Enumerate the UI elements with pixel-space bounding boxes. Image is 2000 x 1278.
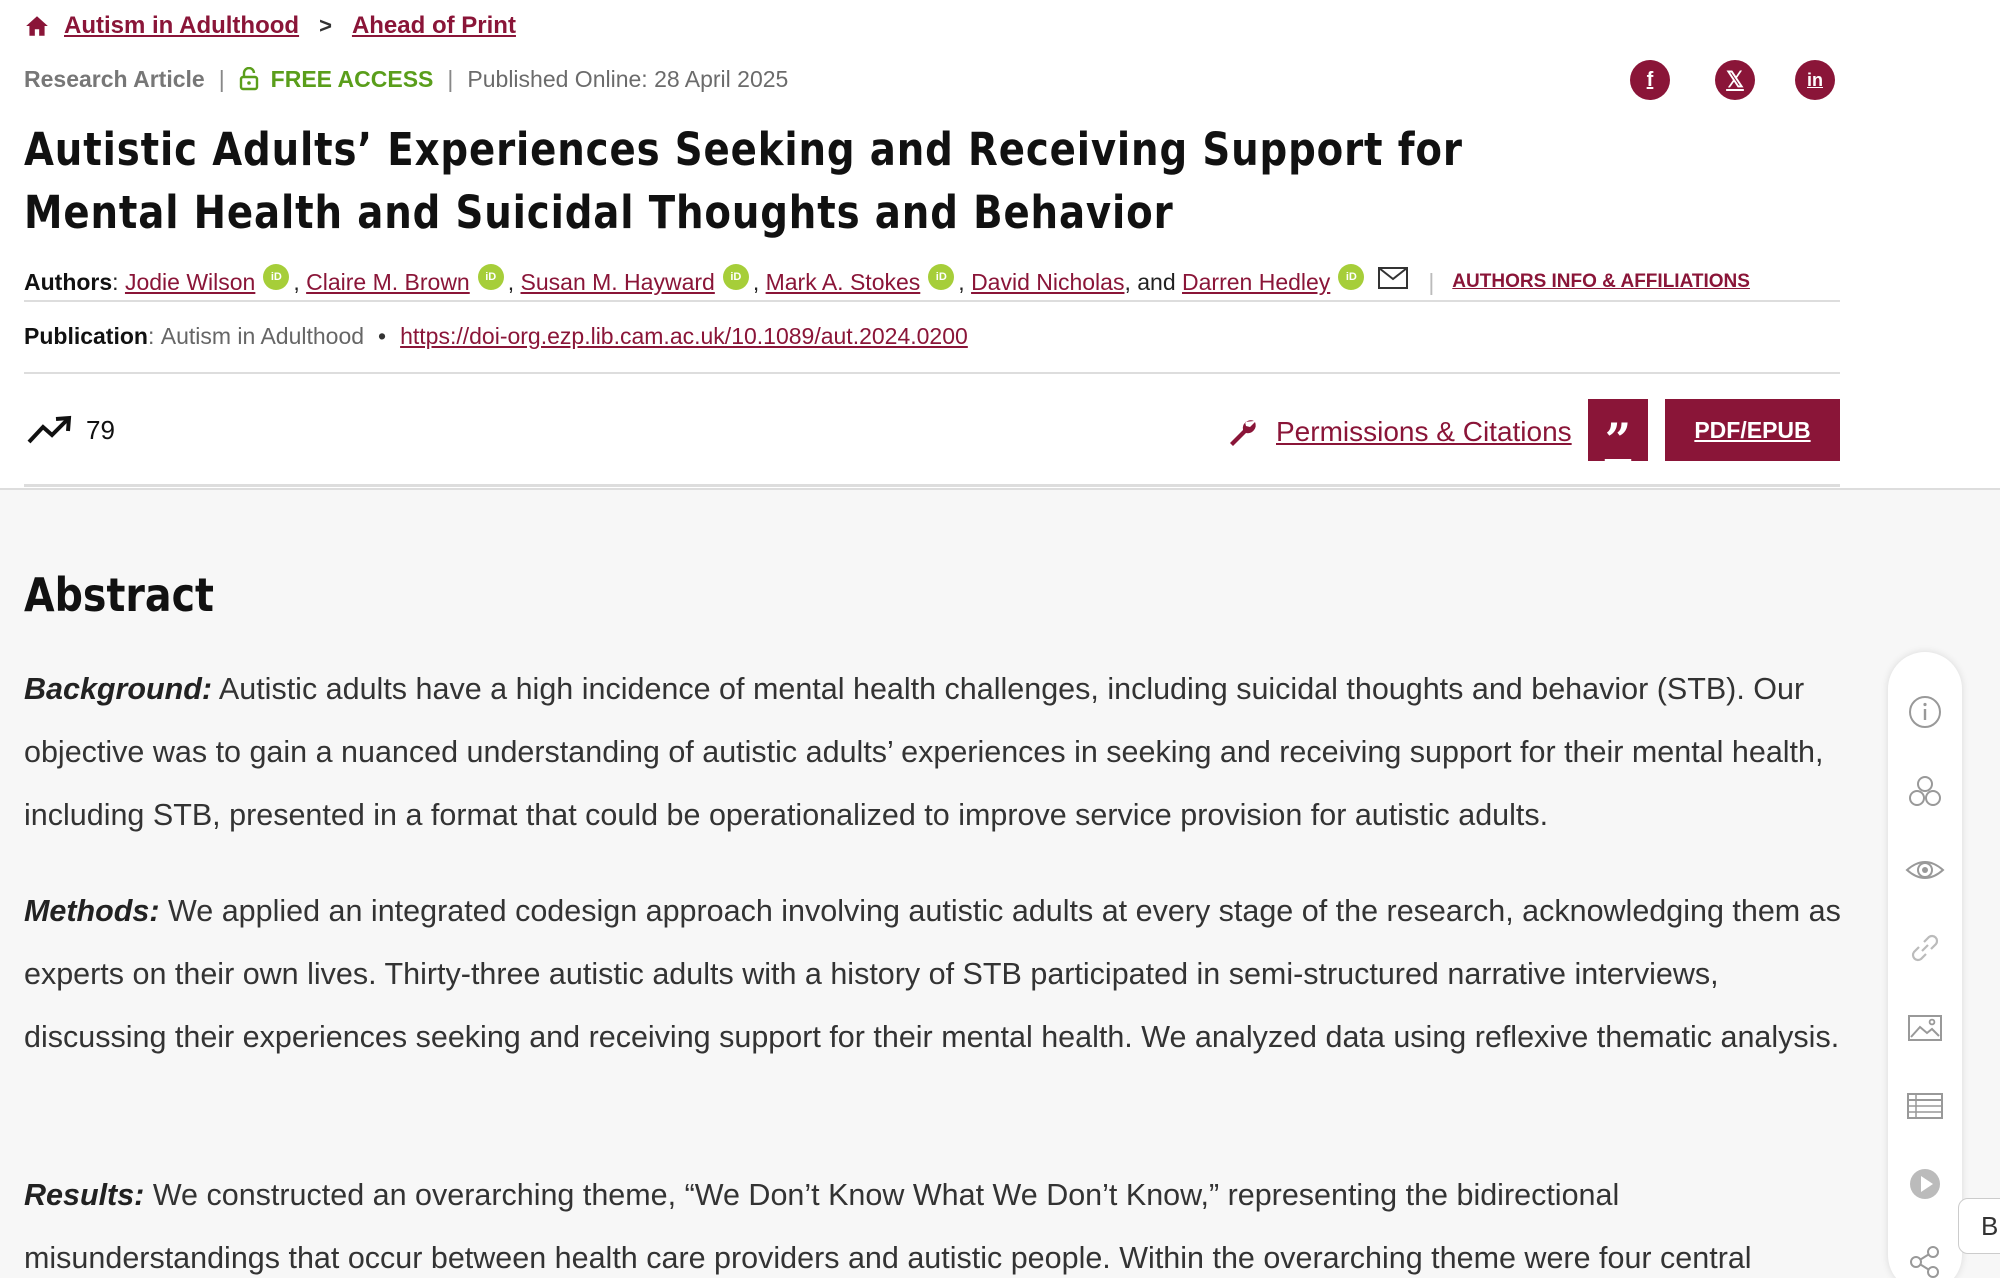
meta-divider: |: [447, 65, 454, 92]
breadcrumb: [24, 8, 516, 44]
side-panel-tab[interactable]: B: [1958, 1198, 2000, 1254]
link-icon: [1905, 928, 1945, 968]
article-type: Research Article: [24, 65, 205, 92]
orcid-icon[interactable]: iD: [263, 264, 289, 290]
permissions-citations-link[interactable]: Permissions & Citations: [1276, 416, 1572, 447]
divider: [24, 484, 1840, 487]
doi-link[interactable]: https://doi-org.ezp.lib.cam.ac.uk/10.1089/aut.2024.0200: [400, 322, 968, 349]
access-badge: FREE ACCESS: [270, 65, 434, 92]
article-meta: [24, 62, 788, 96]
home-icon[interactable]: [24, 13, 50, 39]
wrench-icon: [1226, 416, 1258, 448]
abstract-methods: [24, 880, 1854, 1069]
breadcrumb-journal-link[interactable]: Autism in Adulthood: [64, 12, 300, 39]
unlock-icon: [239, 67, 259, 91]
author-link[interactable]: Darren Hedley: [1182, 268, 1331, 295]
author-link[interactable]: Claire M. Brown: [306, 268, 470, 295]
metrics-value: 79: [86, 414, 115, 445]
abstract-heading: Abstract: [24, 568, 214, 622]
authors-affiliations-link[interactable]: AUTHORS INFO & AFFILIATIONS: [1452, 271, 1750, 292]
pdf-epub-button[interactable]: PDF/EPUB: [1665, 399, 1840, 461]
orcid-icon[interactable]: iD: [1338, 264, 1364, 290]
related-button[interactable]: [1905, 772, 1945, 812]
publication-line: Publication : Autism in Adulthood • https://doi-org.ezp.lib.cam.ac.uk/10.1089/aut.2024.0200: [24, 322, 968, 349]
link-button[interactable]: [1905, 928, 1945, 968]
results-text: We constructed an overarching theme, “We Don’t Know What We Don’t Know,” representing the bidirectional misunderstandings that occur between health care providers and autistic people. Within the overarching theme were four central: [24, 1178, 1752, 1275]
author-link[interactable]: Susan M. Hayward: [520, 268, 715, 295]
info-button[interactable]: [1905, 692, 1945, 732]
figures-button[interactable]: [1905, 1008, 1945, 1048]
author-link[interactable]: Mark A. Stokes: [765, 268, 921, 295]
mail-icon[interactable]: [1378, 267, 1408, 289]
authors-divider: |: [1428, 268, 1435, 295]
share-button[interactable]: [1905, 1242, 1945, 1278]
meta-divider: |: [218, 65, 225, 92]
publication-label: Publication: [24, 322, 148, 349]
orcid-icon[interactable]: iD: [723, 264, 749, 290]
publication-name: Autism in Adulthood: [160, 322, 365, 349]
metrics-count[interactable]: [26, 410, 115, 450]
abstract-results: [24, 1164, 1854, 1278]
published-date: Published Online: 28 April 2025: [467, 65, 789, 92]
image-icon: [1905, 1008, 1945, 1048]
media-button[interactable]: [1905, 1164, 1945, 1204]
abstract-background: [24, 658, 1854, 847]
methods-text: We applied an integrated codesign approach involving autistic adults at every stage of the research, acknowledging them as experts on their own lives. Thirty-three autistic adults with a history of STB participated in semi-structured narrative interviews, discussing their experiences seeking and receiving support for their mental health. We analyzed data using reflexive thematic analysis.: [24, 894, 1841, 1054]
x-share-button[interactable]: 𝕏: [1715, 60, 1755, 100]
cite-button[interactable]: ”: [1588, 399, 1648, 461]
linkedin-share-button[interactable]: in: [1795, 60, 1835, 100]
authors-line: Authors : Jodie Wilson iD , Claire M. Brown iD , Susan M. Hayward iD , Mark A. Stokes iD , David Nicholas , and Darren Hedley iD | AUTHORS INFO & AFFILIATIONS: [24, 262, 1840, 302]
bullet-separator: •: [378, 322, 387, 349]
trending-up-icon: [26, 414, 72, 446]
tables-button[interactable]: [1905, 1086, 1945, 1126]
author-link[interactable]: David Nicholas: [971, 268, 1125, 295]
divider: [24, 372, 1840, 374]
share-icon: [1905, 1242, 1945, 1278]
facebook-share-button[interactable]: f: [1630, 60, 1670, 100]
orcid-icon[interactable]: iD: [478, 264, 504, 290]
breadcrumb-section-link[interactable]: Ahead of Print: [351, 12, 516, 39]
orcid-icon[interactable]: iD: [928, 264, 954, 290]
play-icon: [1905, 1164, 1945, 1204]
eye-icon: [1905, 850, 1945, 890]
article-tools-toolbar: [1888, 652, 1962, 1278]
authors-label: Authors: [24, 268, 113, 295]
article-title: Autistic Adults’ Experiences Seeking and Receiving Support for Mental Health and Suicidal Thoughts and Behavior: [24, 123, 1463, 239]
related-icon: [1905, 772, 1945, 812]
background-text: Autistic adults have a high incidence of mental health challenges, including suicidal thoughts and behavior (STB). Our objective was to gain a nuanced understanding of autistic adults’ experiences in seeking and receiving support for their mental health, including STB, presented in a format that could be operationalized to improve service provision for autistic adults.: [24, 672, 1824, 832]
table-icon: [1905, 1086, 1945, 1126]
results-label: Results:: [24, 1178, 145, 1212]
breadcrumb-separator: >: [319, 13, 332, 38]
methods-label: Methods:: [24, 894, 160, 928]
authors-conjunction: and: [1137, 268, 1176, 295]
permissions-citations: [1226, 410, 1572, 454]
info-icon: [1905, 692, 1945, 732]
background-label: Background:: [24, 672, 213, 706]
author-link[interactable]: Jodie Wilson: [124, 268, 256, 295]
article-header: [0, 0, 2000, 488]
divider: [24, 300, 1840, 302]
view-button[interactable]: [1905, 850, 1945, 890]
